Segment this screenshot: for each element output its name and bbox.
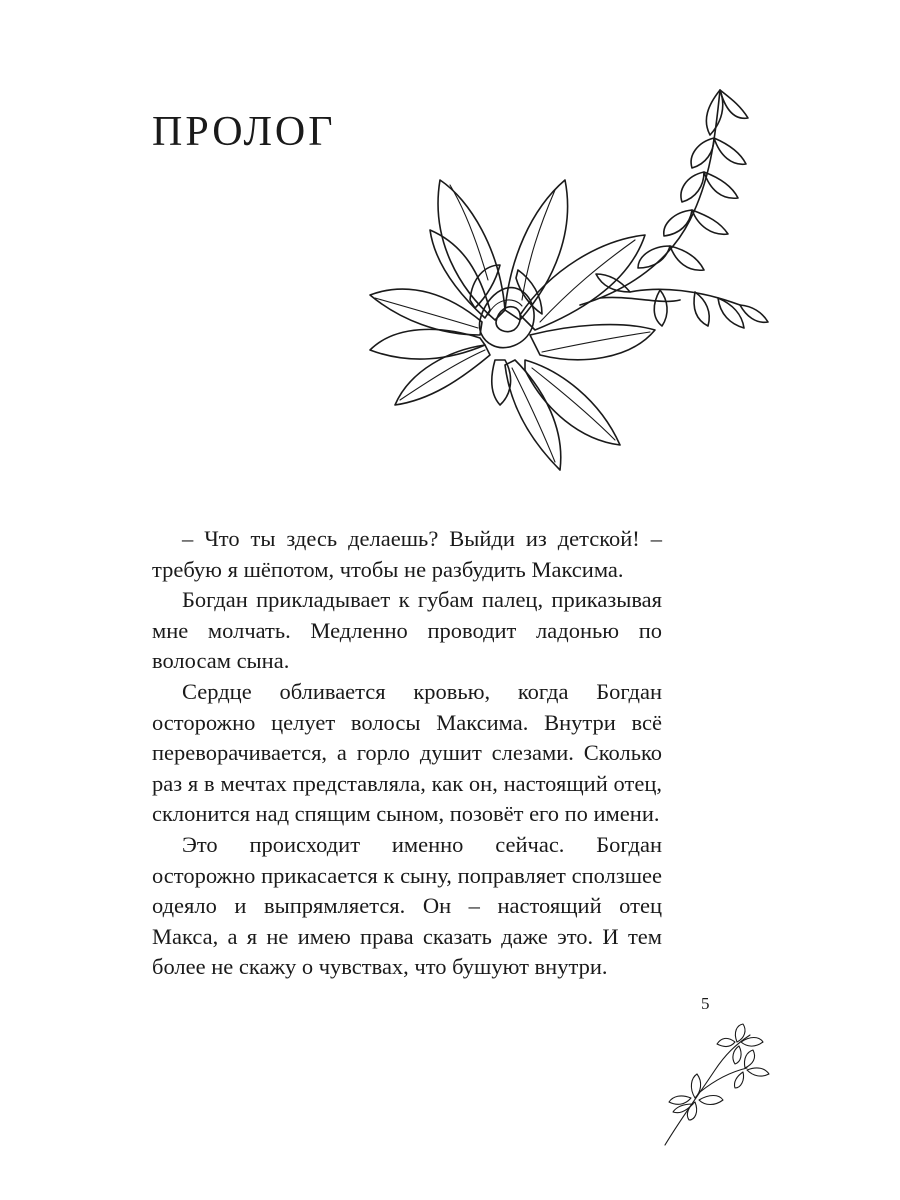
- paragraph: Сердце обливается кровью, когда Богдан осторожно целует волосы Максима. Внутри всё переворачивается, а горло душит слезами. Сколько раз я в мечтах представляла, как он, настоящий отец, склонится над спящим сыном, позовёт его по имени.: [152, 678, 662, 827]
- paragraph: Это происходит именно сейчас. Богдан осторожно прикасается к сыну, поправляет сползшее одеяло и выпрямляется. Он – настоящий отец Макса, а я не имею права сказать даже это. И тем более не скажу о чувствах, что бушуют внутри.: [152, 831, 662, 980]
- paragraph: Богдан прикладывает к губам палец, приказывая мне молчать. Медленно проводит ладонью по волосам сына.: [152, 587, 662, 674]
- small-flower-illustration: [655, 1020, 775, 1150]
- paragraph: – Что ты здесь делаешь? Выйди из детской! – требую я шёпотом, чтобы не разбудить Максима.: [152, 526, 662, 582]
- page-number: 5: [701, 994, 710, 1013]
- chapter-title: ПРОЛОГ: [152, 109, 336, 155]
- flower-illustration: [300, 60, 770, 480]
- body-text: [152, 524, 662, 983]
